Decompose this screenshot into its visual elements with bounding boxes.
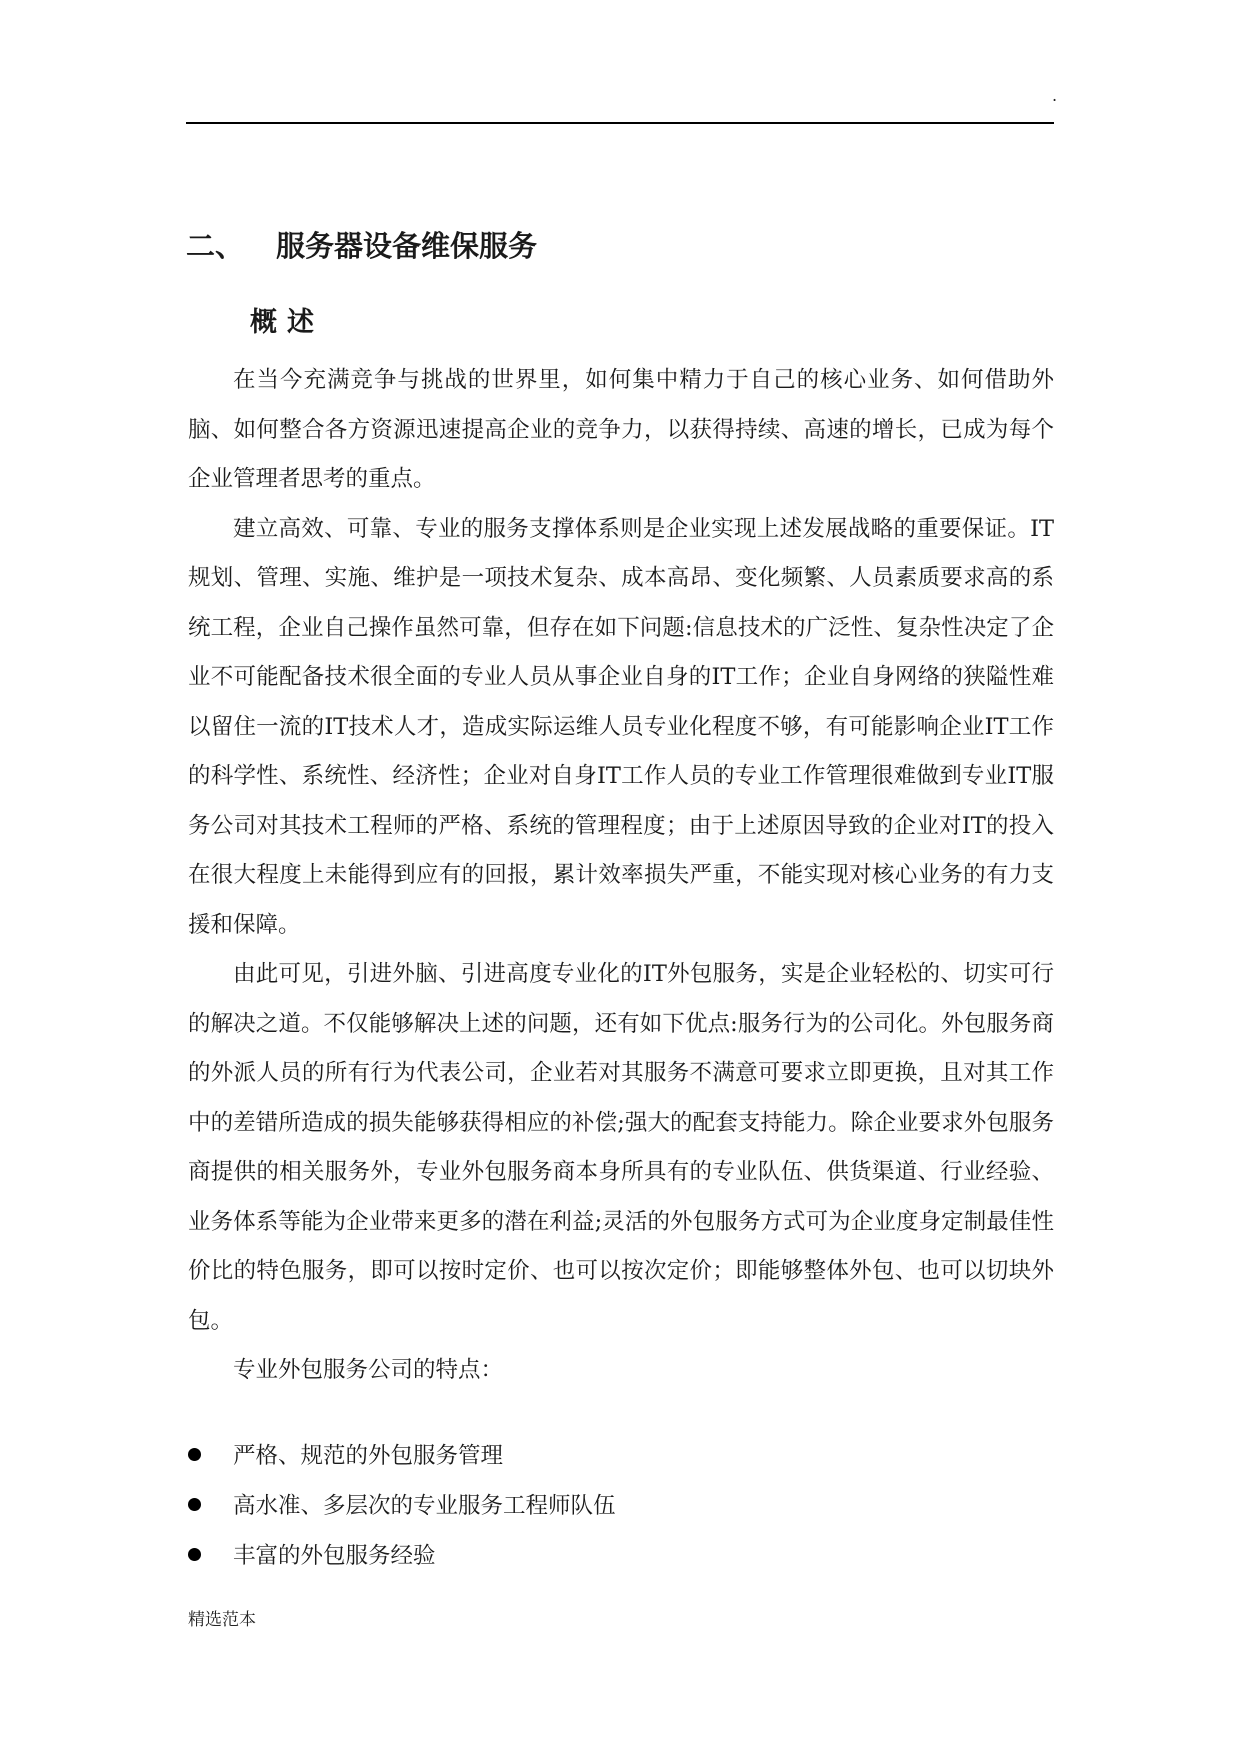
subsection-heading: 概述 — [250, 307, 324, 338]
header-rule — [186, 122, 1054, 124]
list-item — [188, 1481, 616, 1531]
section-number: 二、 — [186, 229, 245, 263]
list-item-text: 高水准、多层次的专业服务工程师队伍 — [233, 1493, 616, 1519]
header-mark: . — [1052, 86, 1058, 105]
paragraph: 由此可见，引进外脑、引进高度专业化的IT外包服务，实是企业轻松的、切实可行的解决之道。不仅能够解决上述的问题，还有如下优点:服务行为的公司化。外包服务商的外派人员的所有行为代表公司，企业若对其服务不满意可要求立即更换，且对其工作中的差错所造成的损失能够获得相应的补偿;强大的配套支持能力。除企业要求外包服务商提供的相关服务外，专业外包服务商本身所具有的专业队伍、供货渠道、行业经验、业务体系等能为企业带来更多的潜在利益;灵活的外包服务方式可为企业度身定制最佳性价比的特色服务，即可以按时定价、也可以按次定价；即能够整体外包、也可以切块外包。 — [188, 961, 1054, 1334]
paragraph: 建立高效、可靠、专业的服务支撑体系则是企业实现上述发展战略的重要保证。IT规划、管理、实施、维护是一项技术复杂、成本高昂、变化频繁、人员素质要求高的系统工程，企业自己操作虽然可靠，但存在如下问题:信息技术的广泛性、复杂性决定了企业不可能配备技术很全面的专业人员从事企业自身的IT工作；企业自身网络的狭隘性难以留住一流的IT技术人才，造成实际运维人员专业化程度不够，有可能影响企业IT工作的科学性、系统性、经济性；企业对自身IT工作人员的专业工作管理很难做到专业IT服务公司对其技术工程师的严格、系统的管理程度；由于上述原因导致的企业对IT的投入在很大程度上未能得到应有的回报，累计效率损失严重，不能实现对核心业务的有力支援和保障。 — [188, 515, 1054, 938]
section-title: 服务器设备维保服务 — [276, 229, 538, 263]
paragraph: 专业外包服务公司的特点： — [233, 1357, 504, 1383]
bullet-icon — [188, 1498, 201, 1511]
list-item — [188, 1531, 616, 1581]
list-item — [188, 1431, 616, 1481]
paragraph: 在当今充满竞争与挑战的世界里，如何集中精力于自己的核心业务、如何借助外脑、如何整合各方资源迅速提高企业的竞争力，以获得持续、高速的增长，已成为每个企业管理者思考的重点。 — [188, 367, 1054, 492]
section-heading — [186, 226, 537, 266]
page-footer: 精选范本 — [188, 1610, 256, 1630]
list-item-text: 严格、规范的外包服务管理 — [233, 1443, 504, 1469]
list-item-text: 丰富的外包服务经验 — [233, 1543, 436, 1569]
bullet-icon — [188, 1448, 201, 1461]
bullet-icon — [188, 1548, 201, 1561]
feature-list — [188, 1431, 616, 1581]
body-text — [188, 356, 1054, 1396]
